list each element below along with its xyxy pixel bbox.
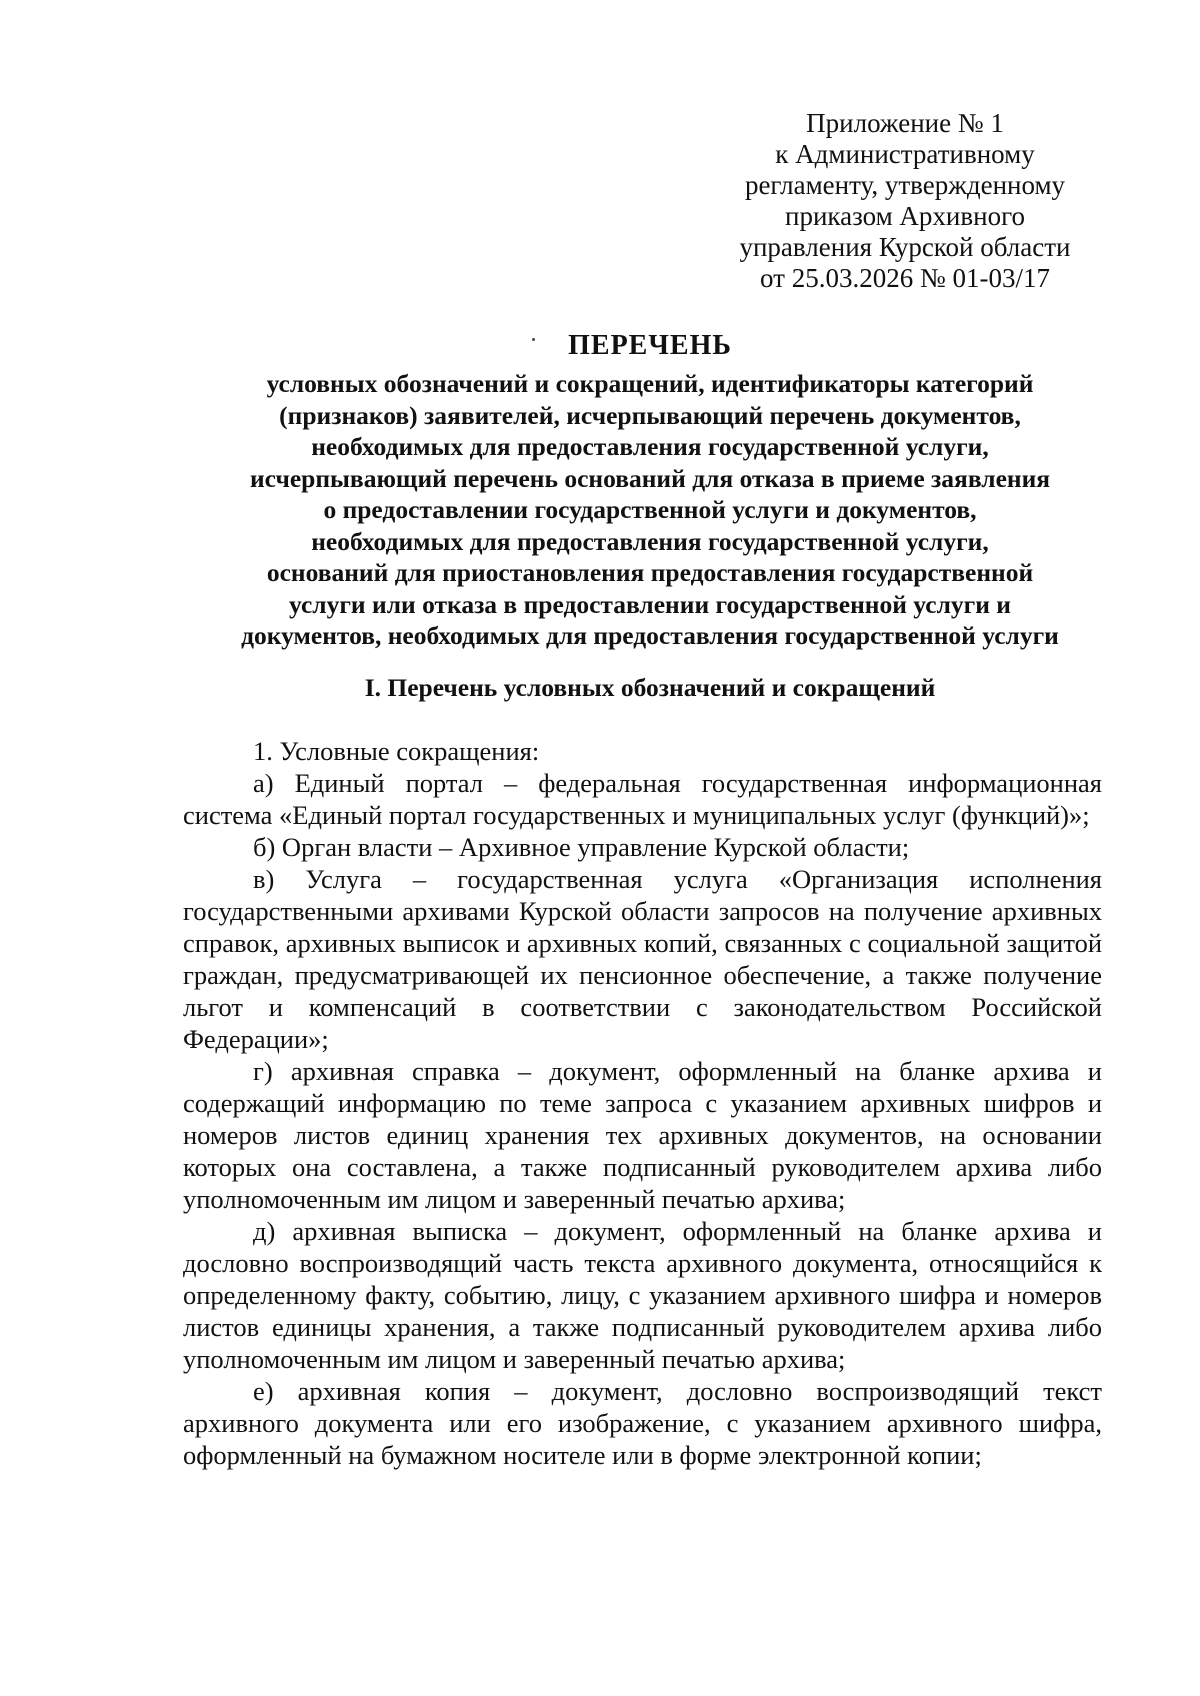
paragraph-authority: б) Орган власти – Архивное управление Курской области; [253,832,910,862]
paragraph-archive-copy: е) архивная копия – документ, дословно воспроизводящий текст архивного документа или его изображение, с указанием архивного шифра, оформленный на бумажном носителе или в форме электронной копии; [183,1376,1102,1470]
subtitle-line: необходимых для предоставления государственной услуги, [311,526,989,556]
paragraph-archive-extract: д) архивная выписка – документ, оформленный на бланке архива и дословно воспроизводящий часть текста архивного документа, относящийся к определенному факту, событию, лицу, с указанием архивного шифра и номеров листов единицы хранения, а также подписанный руководителем архива либо уполномоченным им лицом и заверенный печатью архива; [183,1216,1102,1374]
document-body [183,735,1102,1471]
appendix-line: регламенту, утвержденному [744,170,1066,200]
paragraph-archive-certificate: г) архивная справка – документ, оформленный на бланке архива и содержащий информацию по теме запроса с указанием архивных шифров и номеров листов единиц хранения тех архивных документов, на основании которых она составлена, а также подписанный руководителем архива либо уполномоченным им лицом и заверенный печатью архива; [183,1056,1102,1214]
appendix-line: управления Курской области [739,232,1071,262]
document-title: ПЕРЕЧЕНЬ [568,330,732,361]
subtitle-line: необходимых для предоставления государственной услуги, [311,432,989,461]
subtitle-line: о предоставлении государственной услуги и документов, [323,495,977,524]
section-heading: I. Перечень условных обозначений и сокращений [364,673,936,702]
appendix-line: от 25.03.2026 № 01-03/17 [760,263,1050,293]
paragraph-abbreviations: 1. Условные сокращения: [253,736,540,766]
paragraph-service: в) Услуга – государственная услуга «Организация исполнения государственными архивами Курской области запросов на получение архивных справок, архивных выписок и архивных копий, связанных с социальной защитой граждан, предусматривающей их пенсионное обеспечение, а также получение льгот и компенсаций в соответствии с законодательством Российской Федерации»; [183,864,1102,1054]
subtitle-line: (признаков) заявителей, исчерпывающий перечень документов, [279,400,1021,430]
subtitle-line: услуги или отказа в предоставлении государственной услуги и [289,589,1011,619]
subtitle-line: документов, необходимых для предоставления государственной услуги [241,621,1059,650]
appendix-header [720,108,1090,294]
subtitle-line: исчерпывающий перечень оснований для отказа в приеме заявления [249,463,1051,493]
appendix-line: к Административному [775,139,1035,169]
paragraph-unified-portal: а) Единый портал – федеральная государственная информационная система «Единый портал государственных и муниципальных услуг (функций)»; [183,768,1102,830]
subtitle-line: оснований для приостановления предоставления государственной [266,558,1034,587]
appendix-line: Приложение № 1 [806,108,1004,138]
document-subtitle [180,368,1120,652]
subtitle-line: условных обозначений и сокращений, идентификаторы категорий [266,369,1034,398]
appendix-line: приказом Архивного [785,201,1025,231]
